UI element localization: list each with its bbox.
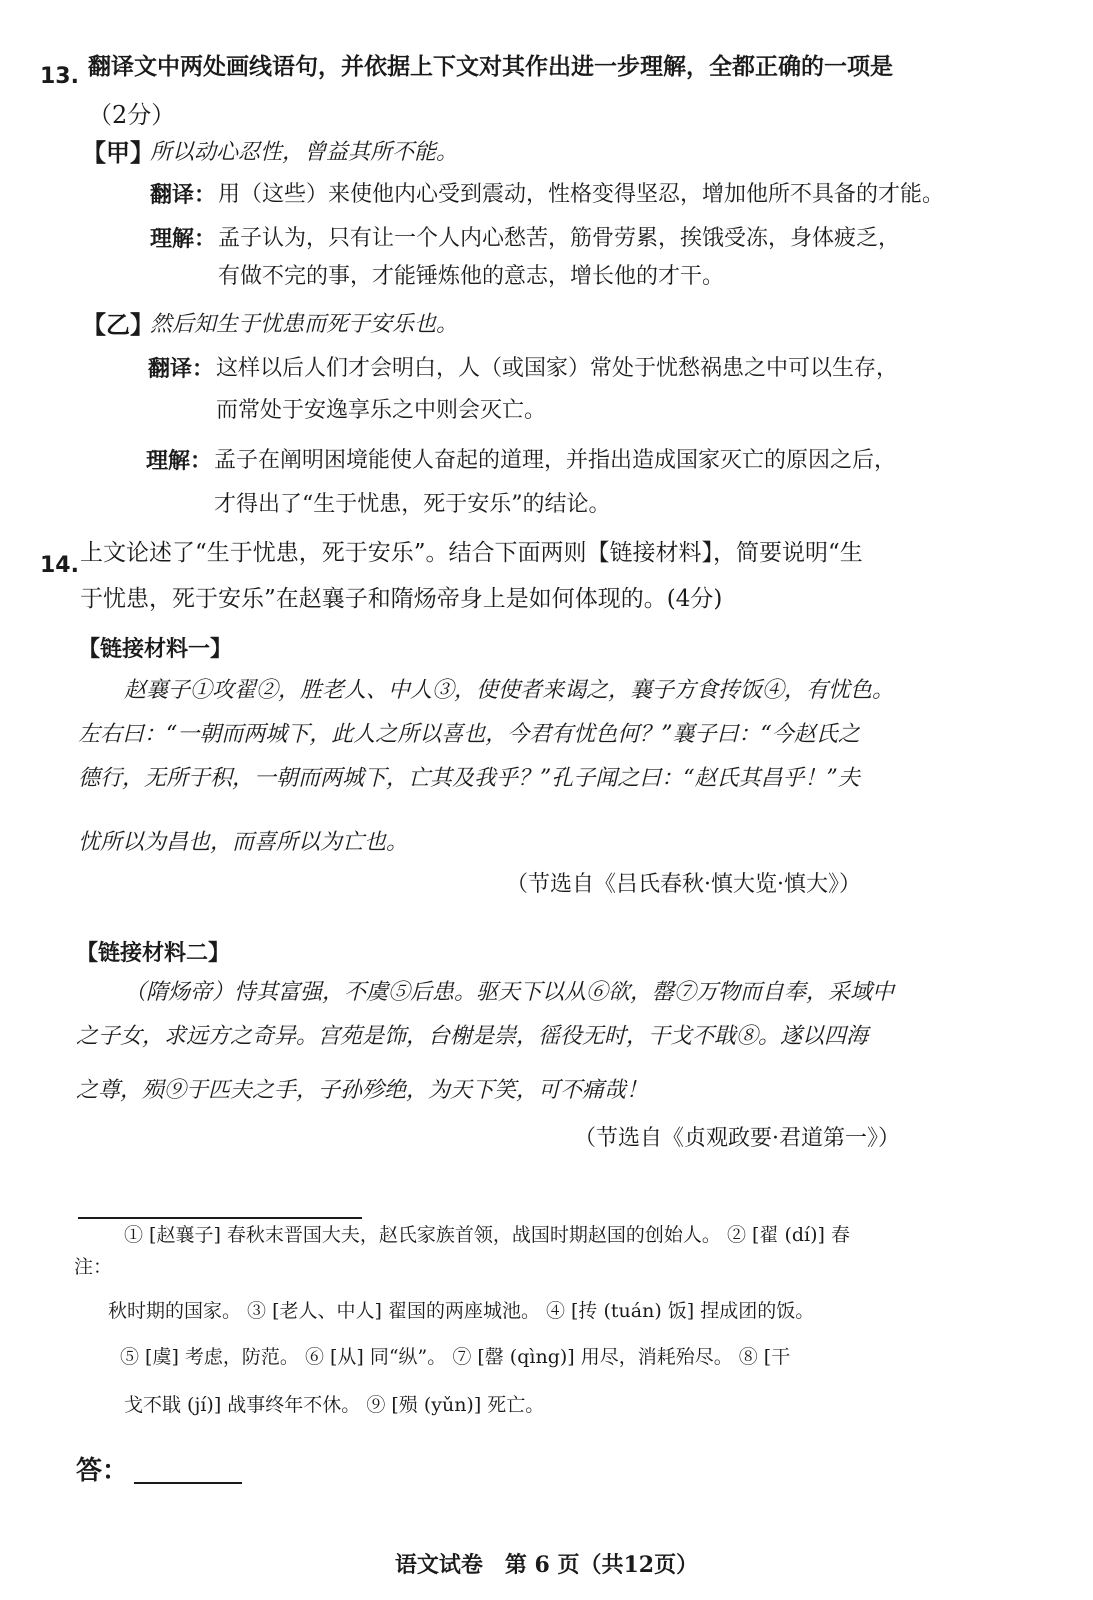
notes-label: 注：	[74, 1256, 113, 1278]
material-1-line-1: 赵襄子①攻翟②，胜老人、中人③，使使者来谒之，襄子方食抟饭④，有忧色。	[124, 678, 895, 703]
yi-quote: 然后知生于忧患而死于安乐也。	[150, 312, 459, 337]
jia-understanding-label: 理解：	[150, 226, 217, 252]
notes-line-3: ⑤ [虞] 考虑，防范。 ⑥ [从] 同“纵”。 ⑦ [罄 (qìng)] 用尽，消耗殆尽。 ⑧ [干	[120, 1346, 791, 1368]
jia-translation-text: 用（这些）来使他内心受到震动，性格变得坚忍，增加他所不具备的才能。	[218, 182, 945, 207]
jia-understanding-text-2: 有做不完的事，才能锤炼他的意志，增长他的才干。	[218, 264, 725, 289]
question-14-stem-1: 上文论述了“生于忧患，死于安乐”。结合下面两则【链接材料】，简要说明“生	[80, 540, 863, 566]
yi-understanding-text-1: 孟子在阐明困境能使人奋起的道理，并指出造成国家灭亡的原因之后，	[214, 448, 897, 473]
jia-translation-label: 翻译：	[150, 182, 217, 208]
material-2-line-3: 之尊，殒⑨于匹夫之手，子孙殄绝，为天下笑，可不痛哉！	[76, 1078, 649, 1103]
material-2-line-1: （隋炀帝）恃其富强，不虞⑤后患。驱天下以从⑥欲，罄⑦万物而自奉，采域中	[124, 980, 895, 1005]
question-14-number: 14.	[40, 553, 79, 578]
material-1-line-3: 德行，无所于积，一朝而两城下，亡其及我乎？”孔子闻之曰：“赵氏其昌乎！”夫	[78, 766, 860, 791]
material-2-line-2: 之子女，求远方之奇异。宫苑是饰，台榭是崇，徭役无时，干戈不戢⑧。遂以四海	[76, 1024, 869, 1049]
answer-blank[interactable]	[134, 1482, 242, 1484]
notes-line-4: 戈不戢 (jí)] 战事终年不休。 ⑨ [殒 (yǔn)] 死亡。	[124, 1394, 545, 1416]
yi-translation-text-1: 这样以后人们才会明白，人（或国家）常处于忧愁祸患之中可以生存，	[216, 356, 899, 381]
yi-tag: 【乙】	[82, 310, 154, 339]
jia-understanding-text-1: 孟子认为，只有让一个人内心愁苦，筋骨劳累，挨饿受冻，身体疲乏，	[218, 226, 901, 251]
yi-understanding-text-2: 才得出了“生于忧患，死于安乐”的结论。	[214, 492, 611, 517]
yi-understanding-label: 理解：	[146, 448, 213, 474]
material-1-source: （节选自《吕氏春秋·慎大览·慎大》）	[506, 872, 861, 897]
material-1-title: 【链接材料一】	[78, 636, 233, 662]
answer-label: 答：	[76, 1456, 129, 1486]
jia-quote: 所以动心忍性，曾益其所不能。	[150, 140, 459, 165]
material-1-line-2: 左右曰：“一朝而两城下，此人之所以喜也，今君有忧色何？”襄子曰：“今赵氏之	[78, 722, 860, 747]
material-2-source: （节选自《贞观政要·君道第一》）	[574, 1126, 900, 1151]
notes-divider	[78, 1217, 362, 1219]
question-13-number: 13.	[40, 64, 79, 89]
yi-translation-text-2: 而常处于安逸享乐之中则会灭亡。	[216, 398, 547, 423]
jia-tag: 【甲】	[82, 138, 154, 167]
notes-line-1: ① [赵襄子] 春秋末晋国大夫，赵氏家族首领，战国时期赵国的创始人。 ② [翟 (dí)] 春	[124, 1224, 850, 1246]
question-13-score: （2分）	[88, 101, 176, 129]
notes-line-2: 秋时期的国家。 ③ [老人、中人] 翟国的两座城池。 ④ [抟 (tuán) 饭] 捏成团的饭。	[108, 1300, 815, 1322]
material-1-line-4: 忧所以为昌也，而喜所以为亡也。	[78, 830, 409, 855]
page-footer: 语文试卷 第 6 页（共12页）	[394, 1552, 699, 1578]
yi-translation-label: 翻译：	[148, 356, 215, 382]
question-14-stem-2: 于忧患，死于安乐”在赵襄子和隋炀帝身上是如何体现的。(4分)	[80, 586, 723, 612]
question-13-stem: 翻译文中两处画线语句，并依据上下文对其作出进一步理解，全都正确的一项是	[88, 53, 893, 80]
material-2-title: 【链接材料二】	[76, 940, 231, 966]
